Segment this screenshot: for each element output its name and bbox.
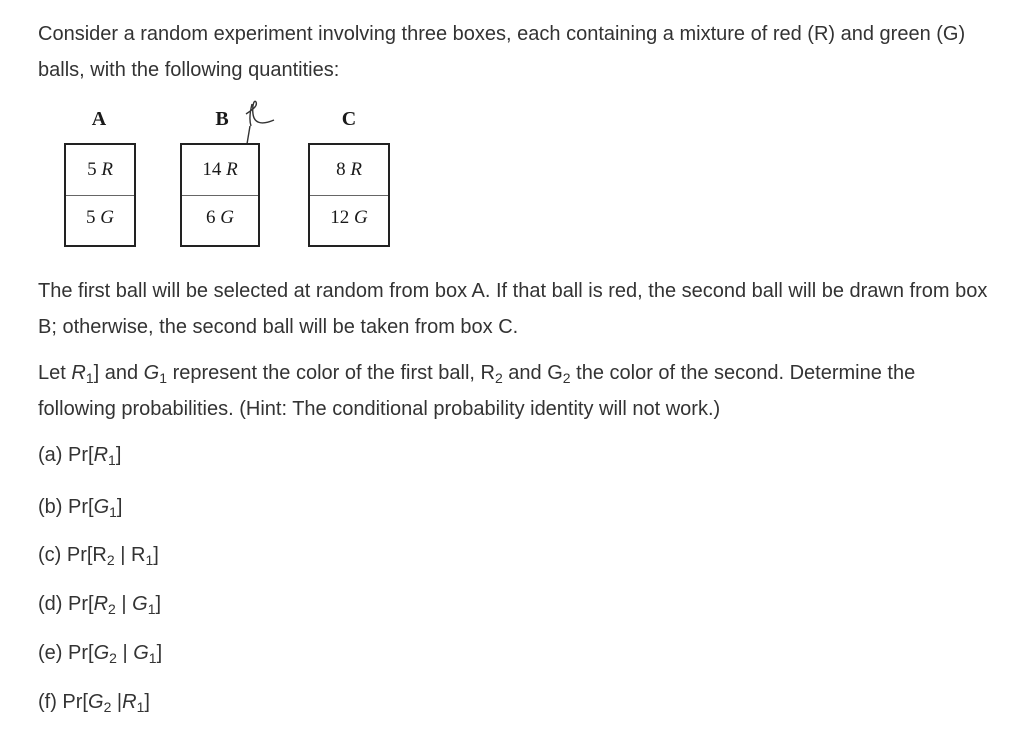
box-divider	[310, 195, 388, 196]
box-b	[180, 143, 260, 247]
notation-paragraph: Let $R_1$] and $G_1$ represent the color of the first ball, $R_2$ and $G_2$ the color of the second. Determine the following probabilities. (Hint: The conditional probability identity will not work.)	[38, 362, 916, 420]
box-divider	[66, 195, 134, 196]
box-c-red: 8 R	[336, 159, 362, 180]
intro-paragraph: Consider a random experiment involving three boxes, each containing a mixture of red (R) and green (G) balls, with the following quantities:	[38, 23, 966, 81]
box-a-red: 5 R	[87, 159, 113, 180]
box-b-red: 14 R	[202, 159, 238, 180]
box-b-green: 6 G	[206, 207, 234, 228]
box-a	[64, 143, 136, 247]
procedure-paragraph: The first ball will be selected at random from box A. If that ball is red, the second ball will be drawn from box B; otherwise, the second ball will be taken from box C.	[38, 280, 988, 338]
box-divider	[182, 195, 258, 196]
boxes-figure	[58, 100, 408, 260]
question-a: (a) $Pr[R_1]$	[38, 444, 122, 468]
box-c-green: 12 G	[330, 207, 368, 228]
box-c	[308, 143, 390, 247]
question-f: (f) $Pr[G_2$ $|R_1$]	[38, 691, 150, 715]
question-e: (e) $Pr[G_2$ | $G_1$]	[38, 642, 163, 666]
box-a-label: A	[91, 108, 107, 130]
question-b: (b) $Pr[G_1]$	[38, 496, 123, 520]
box-b-label: B	[215, 108, 229, 130]
box-c-label: C	[341, 108, 357, 130]
question-d: (d) $Pr[R_2$ | $G_1$]	[38, 593, 162, 617]
question-c: (c) $Pr[R_2$ | $R_1$]	[38, 544, 159, 568]
box-a-green: 5 G	[86, 207, 114, 228]
